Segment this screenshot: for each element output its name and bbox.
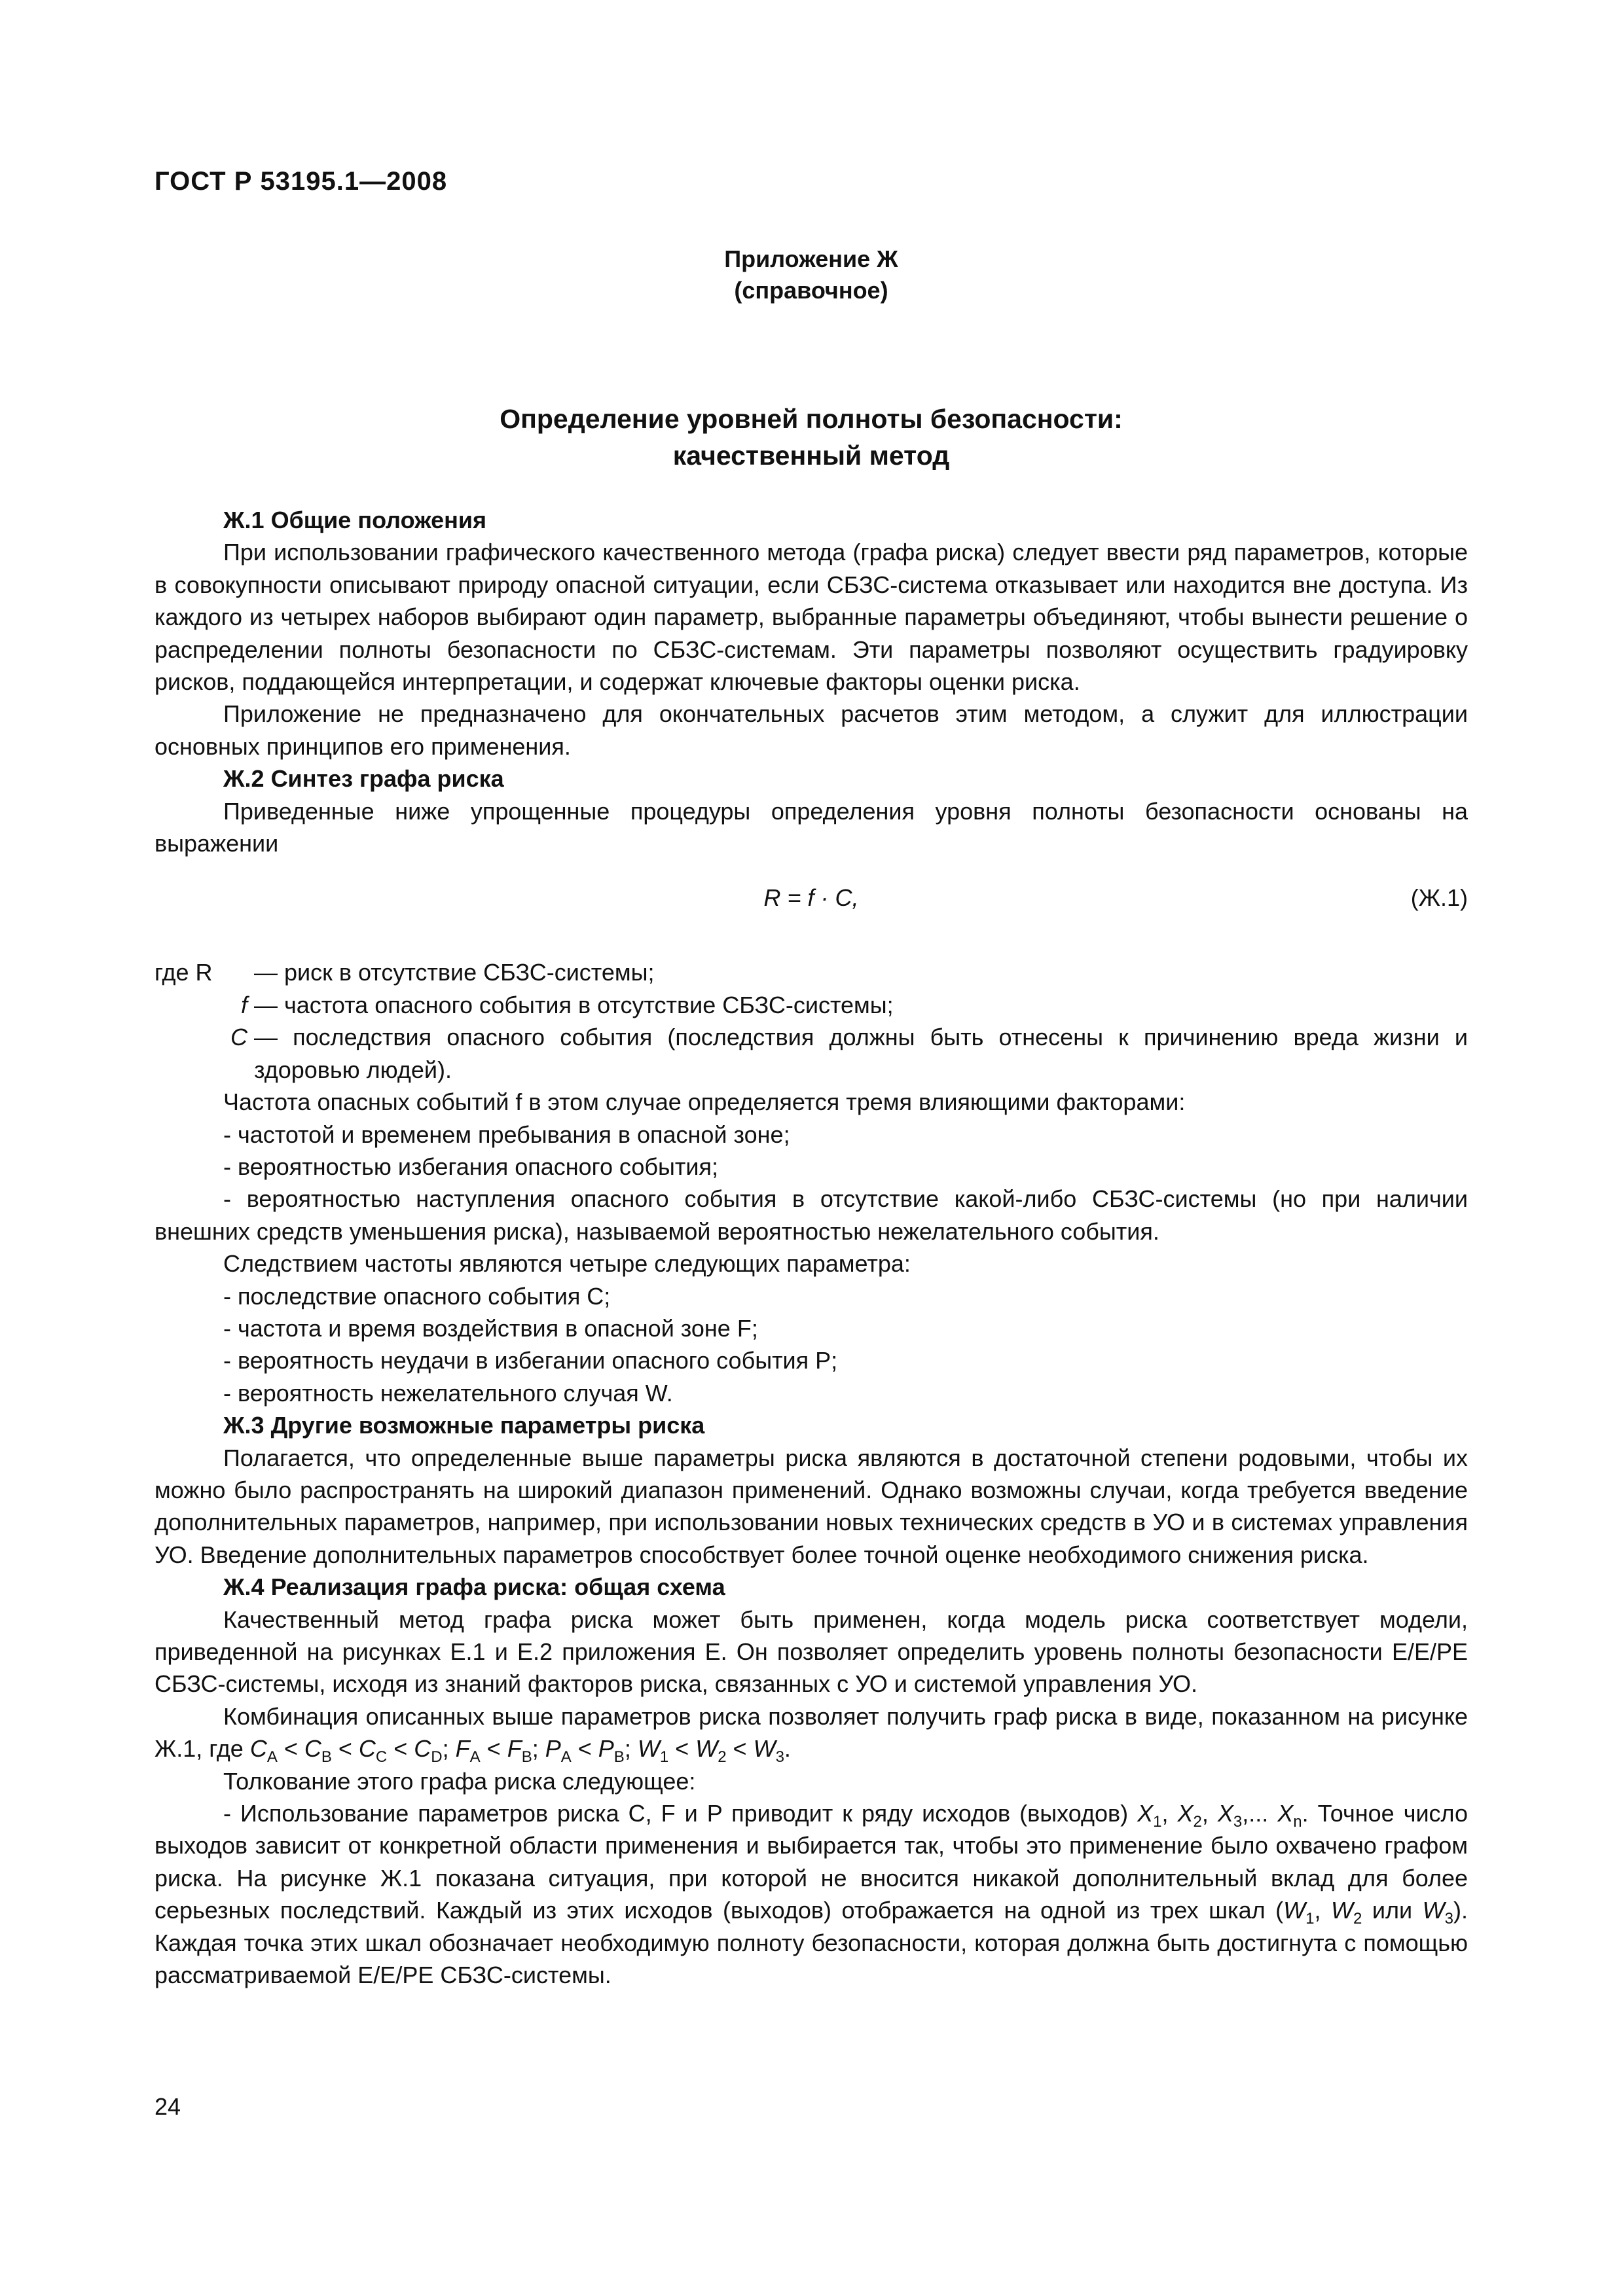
section-heading: Ж.1 Общие положения bbox=[223, 507, 487, 533]
list-item: - последствие опасного события C; bbox=[223, 1282, 611, 1310]
standard-designation: ГОСТ Р 53195.1—2008 bbox=[155, 167, 448, 196]
paragraph: Комбинация описанных выше параметров риска позволяет получить граф риска в виде, показанном на рисунке Ж.1, где $C_A < C_B < C_C < C_D$; $F_A < F_B$; $P_A < P_B$; $W_1 < W_2 < W_3$. bbox=[155, 1702, 1468, 1767]
paragraph: Следствием частоты являются четыре следующих параметра: bbox=[223, 1250, 911, 1278]
paragraph: Толкование этого графа риска следующее: bbox=[223, 1767, 696, 1795]
paragraph: При использовании графического качественного метода (графа риска) следует ввести ряд параметров, которые в совокупности описывают природу опасной ситуации, если СБЗС-система отказывает или находится вне доступа. Из каждого из четырех наборов выбирают один параметр, выбранные параметры объединяют, чтобы вынести решение о распределении полноты безопасности по СБЗС-системам. Эти параметры позволяют осуществить градуировку рисков, поддающейся интерпретации, и содержат ключевые факторы оценки риска. bbox=[155, 539, 1468, 696]
list-item: - вероятность нежелательного случая W. bbox=[223, 1379, 673, 1407]
section-heading: Ж.4 Реализация графа риска: общая схема bbox=[223, 1573, 725, 1601]
list-item: - вероятностью наступления опасного события в отсутствие какой-либо СБЗС-системы (но при наличии внешних средств уменьшения риска), называемой вероятностью нежелательного события. bbox=[155, 1185, 1468, 1245]
definition-text: — риск в отсутствие СБЗС-системы; bbox=[254, 959, 655, 986]
definition-symbol: f bbox=[240, 991, 247, 1018]
heading-line-1: Определение уровней полноты безопасности: bbox=[500, 404, 1123, 434]
paragraph: Частота опасных событий f в этом случае определяется тремя влияющими факторами: bbox=[223, 1088, 1186, 1116]
definition-symbol: C bbox=[230, 1024, 247, 1051]
list-item: - вероятностью избегания опасного события; bbox=[223, 1153, 719, 1180]
page-number: 24 bbox=[155, 2093, 181, 2120]
appendix-label bbox=[155, 243, 1468, 306]
formula-number: (Ж.1) bbox=[1410, 884, 1468, 912]
section-heading: Ж.3 Другие возможные параметры риска bbox=[223, 1412, 705, 1439]
definition-item bbox=[155, 956, 1468, 988]
list-item: - частота и время воздействия в опасной зоне F; bbox=[223, 1314, 758, 1342]
appendix-heading bbox=[155, 401, 1468, 474]
paragraph: Полагается, что определенные выше параметры риска являются в достаточной степени родовыми, чтобы их можно было распространять на широкий диапазон применений. Однако возможны случаи, когда требуется введение дополнительных параметров, например, при использовании новых технических средств в УО и в системах управления УО. Введение дополнительных параметров способствует более точной оценке необходимого снижения риска. bbox=[155, 1444, 1468, 1568]
definition-item bbox=[155, 989, 1468, 1021]
document-body bbox=[155, 504, 1468, 1991]
heading-line-2: качественный метод bbox=[672, 440, 950, 471]
definition-symbol: где R bbox=[155, 959, 213, 986]
paragraph: Приведенные ниже упрощенные процедуры определения уровня полноты безопасности основаны на выражении bbox=[155, 797, 1468, 857]
definition-text: — частота опасного события в отсутствие СБЗС-системы; bbox=[254, 991, 894, 1018]
list-item: - частотой и временем пребывания в опасной зоне; bbox=[223, 1121, 790, 1148]
paragraph: Приложение не предназначено для окончательных расчетов этим методом, а служит для иллюстрации основных принципов его применения. bbox=[155, 700, 1468, 760]
paragraph: - Использование параметров риска C, F и P приводит к ряду исходов (выходов) $X_1$, $X_2$, $X_3$,... $X_n$. Точное число выходов зависит от конкретной области применения и выбирается так, чтобы это применение было охвачено графом риска. На рисунке Ж.1 показана ситуация, при которой не вносится никакой дополнительный вклад для более серьезных последствий. Каждый из этих исходов (выходов) отображается на одной из трех шкал ($W_1$, $W_2$ или $W_3$). Каждая точка этих шкал обозначает необходимую полноту безопасности, которая должна быть достигнута с помощью рассматриваемой Е/Е/РЕ СБЗС-системы. bbox=[155, 1800, 1468, 1989]
definition-text: — последствия опасного события (последствия должны быть отнесены к причинению вреда жизни и здоровью людей). bbox=[254, 1024, 1468, 1083]
list-item: - вероятность неудачи в избегании опасного события P; bbox=[223, 1347, 838, 1374]
formula-block bbox=[155, 859, 1468, 956]
paragraph: Качественный метод графа риска может быть применен, когда модель риска соответствует модели, приведенной на рисунках Е.1 и Е.2 приложения Е. Он позволяет определить уровень полноты безопасности Е/Е/РЕ СБЗС-системы, исходя из знаний факторов риска, связанных с УО и системой управления УО. bbox=[155, 1605, 1468, 1698]
appendix-type: (справочное) bbox=[734, 277, 888, 304]
section-heading: Ж.2 Синтез графа риска bbox=[223, 765, 504, 793]
definition-item bbox=[155, 1021, 1468, 1086]
appendix-title: Приложение Ж bbox=[724, 245, 898, 272]
formula: R = f · C, bbox=[763, 884, 859, 912]
